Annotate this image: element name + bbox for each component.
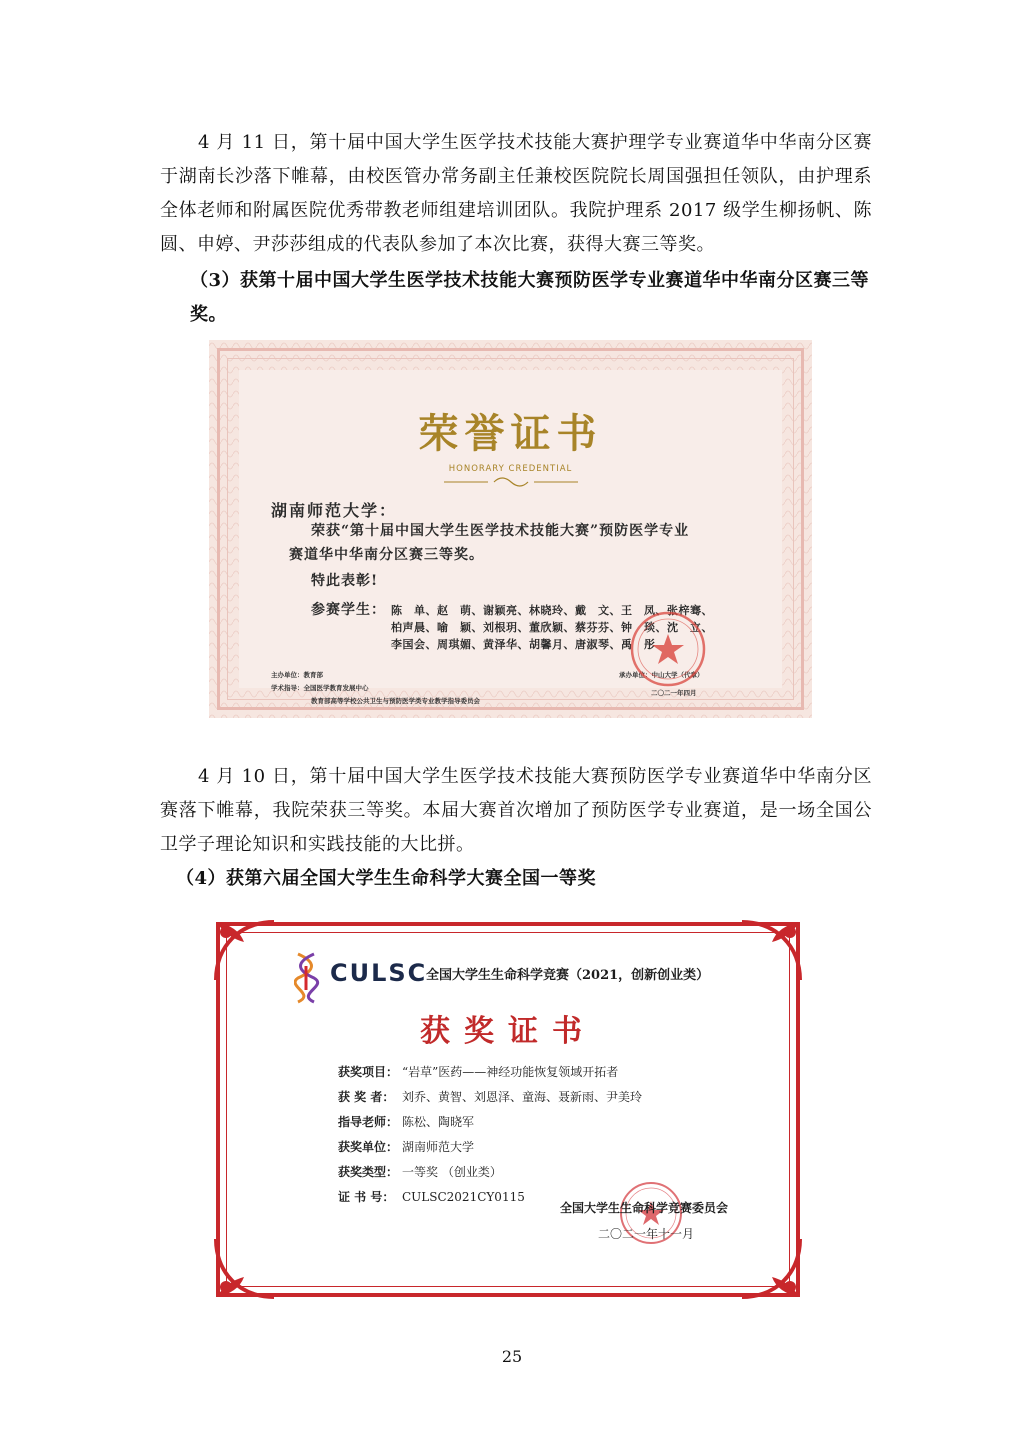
ornament-divider-icon	[444, 476, 578, 488]
heading-item-3: （3）获第十届中国大学生医学技术技能大赛预防医学专业赛道华中华南分区赛三等奖。	[190, 270, 870, 325]
certificate-host: 承办单位：中山大学（代章）	[619, 671, 704, 679]
field-label: 指导老师：	[338, 1115, 399, 1129]
corner-ornament-icon	[736, 916, 806, 986]
certificate-field	[338, 1163, 502, 1180]
certificate-field	[338, 1063, 618, 1080]
field-value: 陈松、陶晓军	[402, 1115, 475, 1129]
competition-name: 全国大学生生命科学竞赛（2021，创新创业类）	[426, 968, 710, 983]
participants-line: 陈 单、赵 萌、谢颖亮、林晓玲、戴 文、王 凤、张梓骞、	[391, 604, 713, 617]
field-label: 获奖单位：	[338, 1140, 399, 1154]
honorary-certificate-image	[209, 340, 812, 718]
page-number: 25	[501, 1347, 523, 1366]
field-value: 一等奖 （创业类）	[402, 1165, 502, 1179]
certificate-subtitle: HONORARY CREDENTIAL	[448, 464, 573, 474]
field-label: 获奖类型：	[338, 1165, 399, 1179]
field-value: 湖南师范大学	[402, 1140, 475, 1154]
certificate-field	[338, 1088, 642, 1105]
certificate-date: 二〇二一年四月	[651, 689, 697, 697]
field-value: “岩草”医药——神经功能恢复领域开拓者	[402, 1065, 619, 1079]
corner-ornament-icon	[210, 916, 280, 986]
committee-signature: 全国大学生生命科学竞赛委员会	[560, 1201, 729, 1215]
field-label: 获奖项目：	[338, 1065, 399, 1079]
dna-logo-icon	[294, 952, 320, 1004]
heading-item-4: （4）获第六届全国大学生生命科学大赛全国一等奖	[176, 868, 597, 889]
certificate-field	[338, 1113, 474, 1130]
participants-label: 参赛学生：	[311, 602, 386, 618]
field-value: 刘乔、黄智、刘恩泽、童海、聂新雨、尹美玲	[402, 1090, 643, 1104]
certificate-commendation: 特此表彰!	[311, 573, 379, 589]
field-label: 证 书 号：	[338, 1190, 395, 1204]
certificate-award-line-2: 赛道华中华南分区赛三等奖。	[289, 547, 484, 563]
certificate-field	[338, 1188, 525, 1205]
certificate-committee: 教育部高等学校公共卫生与预防医学类专业教学指导委员会	[311, 697, 480, 705]
certificate-title: 荣誉证书	[418, 410, 603, 457]
paragraph-preventive-medicine: 4 月 10 日，第十届中国大学生医学技术技能大赛预防医学专业赛道华中华南分区赛落下帷幕，我院荣获三等奖。本届大赛首次增加了预防医学专业赛道，是一场全国公卫学子理论知识和实践技能的大比拼。	[160, 766, 872, 855]
corner-ornament-icon	[210, 1233, 280, 1303]
award-certificate-image	[206, 912, 810, 1307]
corner-ornament-icon	[736, 1233, 806, 1303]
official-seal-icon	[627, 608, 709, 690]
certificate-organizer: 主办单位：教育部	[271, 671, 323, 679]
participants-line: 柏声晨、喻 颖、刘根玥、董欣颖、蔡芬芬、钟 琰、沈 立、	[391, 621, 713, 634]
field-value: CULSC2021CY0115	[402, 1190, 525, 1204]
participants-line: 李国会、周琪媚、黄泽华、胡馨月、唐淑琴、禹 彤	[391, 638, 656, 651]
certificate-field	[338, 1138, 474, 1155]
certificate-date: 二〇二一年十一月	[598, 1227, 695, 1241]
certificate-award-line-1: 荣获“第十届中国大学生医学技术技能大赛”预防医学专业	[311, 523, 690, 539]
paragraph-nursing-award: 4 月 11 日，第十届中国大学生医学技术技能大赛护理学专业赛道华中华南分区赛于湖南长沙落下帷幕，由校医管办常务副主任兼校医院院长周国强担任领队，由护理系全体老师和附属医院优秀带教老师组建培训团队。我院护理系 2017 级学生柳扬帆、陈圆、申婷、尹莎莎组成的代表队参加了本次比赛，获得大赛三等奖。	[160, 132, 872, 255]
culsc-brand: CULSC	[330, 959, 428, 987]
certificate-title: 获奖证书	[420, 1014, 596, 1049]
certificate-recipient: 湖南师范大学：	[271, 501, 398, 520]
certificate-guidance: 学术指导：全国医学教育发展中心	[271, 684, 369, 692]
field-label: 获 奖 者：	[338, 1090, 395, 1104]
